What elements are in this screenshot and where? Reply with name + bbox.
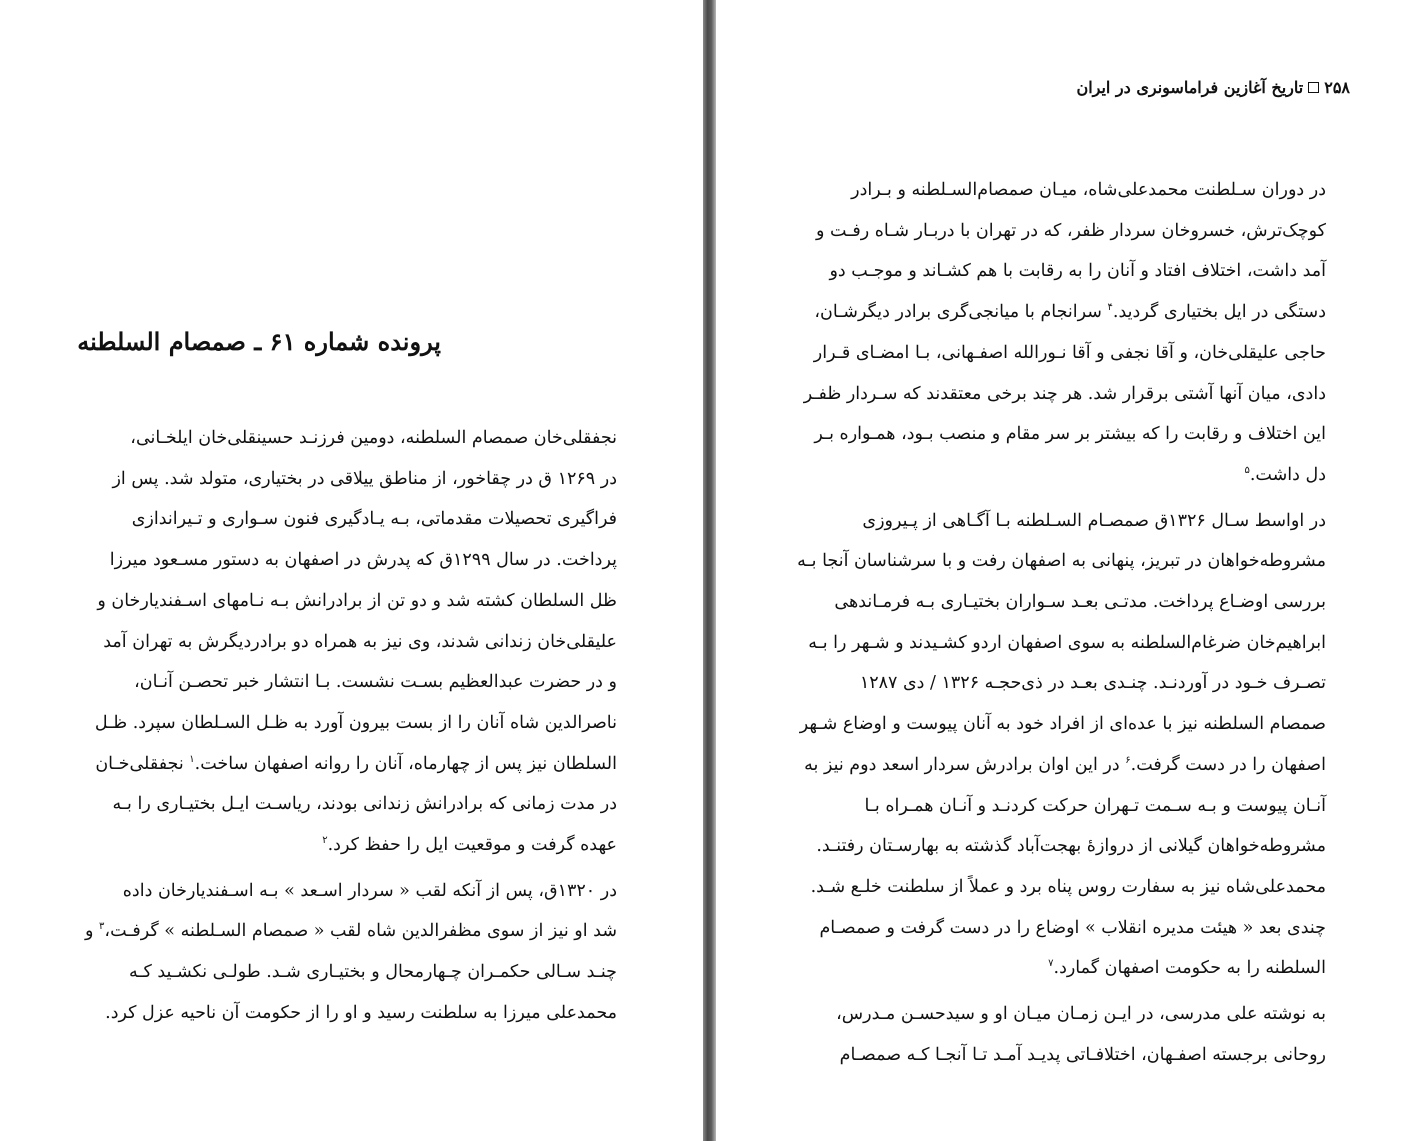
chapter-title: پرونده شماره ۶۱ ـ صمصام السلطنه <box>77 327 441 356</box>
text-line: چنـد سـالی حکمـران چـهارمحال و بختیـاری شـد. طولـی نکشـید کـه <box>128 962 617 983</box>
text-line: تصـرف خـود در آوردنـد. چنـدی بعـد در ذی‌حجـه ۱۳۲۶ / دی ۱۲۸۷ <box>859 673 1326 694</box>
running-header <box>776 74 1350 102</box>
text-segment: سرانجام با میانجی‌گری برادر دیگرشـان، <box>814 302 1102 323</box>
text-line: این اختلاف و رقابت را که بیشتر بر سر مقام و منصب بـود، همـواره بـر <box>814 424 1326 445</box>
paragraph <box>78 871 641 1034</box>
paragraph <box>790 170 1350 496</box>
text-line <box>78 825 641 866</box>
text-line: ناصرالدین شاه آنان را از بست بیرون آورد به ظـل السـلطان سپرد. ظـل <box>94 712 617 733</box>
text-line: علیقلی‌خان زندانی شدند، وی نیز به همراه دو برادردیگرش به تهران آمد <box>103 631 617 652</box>
text-line: در ۱۲۶۹ ق در چقاخور، از مناطق ییلاقی در بختیاری، متولد شد. پس از <box>112 468 617 489</box>
paragraph <box>790 994 1350 1075</box>
text-line <box>790 948 1350 989</box>
text-line: نجفقلی‌خان صمصام السلطنه، دومین فرزنـد حسینقلی‌خان ایلخـانی، <box>130 428 617 448</box>
text-segment: دل داشت. <box>1249 464 1326 485</box>
text-line: در ۱۳۲۰ق، پس از آنکه لقب « سردار اسـعد » بـه اسـفندیارخان داده <box>122 880 617 901</box>
text-line: محمدعلی‌شاه نیز به سفارت روس پناه برد و عملاً از سلطنت خلـع شـد. <box>810 876 1326 897</box>
text-line <box>790 292 1350 333</box>
footnote-marker: ۱ <box>189 753 195 765</box>
text-line: حاجی علیقلی‌خان، و آقا نجفی و آقا نـورالله اصفـهانی، بـا امضـای قـرار <box>813 342 1326 363</box>
text-line: روحانی برجسته اصفـهان، اختلافـاتی پدیـد آمـد تـا آنجـا کـه صمصـام <box>839 1044 1326 1065</box>
text-line: محمدعلی میرزا به سلطنت رسید و او را از حکومت آن ناحیه عزل کرد. <box>105 1002 617 1023</box>
text-segment: دستگی در ایل بختیاری گردید. <box>1112 302 1326 323</box>
text-line: پرداخت. در سال ۱۲۹۹ق که پدرش در اصفهان به دستور مسـعود میرزا <box>109 550 617 571</box>
paragraph <box>790 501 1350 989</box>
left-page <box>0 0 703 1141</box>
footnote-marker: ۲ <box>322 835 328 847</box>
text-line <box>790 455 1350 496</box>
text-segment: شد او نیز از سوی مظفرالدین شاه لقب « صمصام السـلطنه » گرفـت، <box>104 921 617 942</box>
text-line <box>78 744 641 785</box>
text-segment: السلطنه را به حکومت اصفهان گمارد. <box>1053 958 1326 979</box>
text-line: فراگیری تحصیلات مقدماتی، بـه یـادگیری فنون سـواری و تـیراندازی <box>131 509 617 530</box>
text-line: به نوشته علی مدرسی، در ایـن زمـان میـان او و سیدحسـن مـدرس، <box>836 1004 1326 1025</box>
text-line: آنـان پیوست و بـه سـمت تـهران حرکت کردنـد و آنـان همـراه بـا <box>864 795 1326 816</box>
book-spine <box>703 0 716 1141</box>
text-line: ابراهیم‌خان ضرغام‌السلطنه به سوی اصفهان اردو کشـیدند و شـهر را بـه <box>808 632 1326 653</box>
text-line <box>78 911 641 952</box>
text-segment: در این اوان برادرش سردار اسعد دوم نیز به <box>804 754 1120 775</box>
text-segment: نجفقلی‌خـان <box>95 753 184 774</box>
text-segment: و <box>85 921 94 942</box>
text-line: مشروطه‌خواهان در تبریز، پنهانی به اصفهان رفت و با سرشناسان آنجا بـه <box>797 551 1326 572</box>
footnote-marker: ۷ <box>1048 958 1054 970</box>
text-line: مشروطه‌خواهان گیلانی از دروازهٔ بهجت‌آباد گذشته به بهارسـتان رفتنـد. <box>816 836 1326 857</box>
text-line: آمد داشت، اختلاف افتاد و آنان را به رقابت با هم کشـاند و موجـب دو <box>829 261 1326 282</box>
square-ornament-icon <box>1308 82 1319 93</box>
page-number: ۲۵۸ <box>1324 78 1350 97</box>
text-line: در اواسط سـال ۱۳۲۶ق صمصـام السـلطنه بـا آگـاهی از پـیروزی <box>862 510 1326 531</box>
footnote-marker: ۴ <box>1107 302 1113 314</box>
text-line: صمصام السلطنه نیز با عده‌ای از افراد خود به آنان پیوست و اوضاع شـهر <box>799 714 1326 735</box>
paragraph <box>78 418 641 866</box>
text-line <box>790 745 1350 786</box>
right-page-body <box>790 170 1350 1080</box>
text-line: ظل السلطان کشته شد و دو تن از برادرانش بـه نـامهای اسـفندیارخان و <box>97 590 617 611</box>
footnote-marker: ۳ <box>99 921 105 933</box>
text-line: چندی بعد « هیئت مدیره انقلاب » اوضاع را در دست گرفت و صمصـام <box>819 917 1326 938</box>
text-line: دادی، میان آنها آشتی برقرار شد. هر چند برخی معتقدند که سـردار ظفـر <box>803 383 1326 404</box>
text-segment: عهده گرفت و موقعیت ایل را حفظ کرد. <box>327 835 617 856</box>
running-title: تاریخ آغازین فراماسونری در ایران <box>1076 78 1304 97</box>
text-line: در دوران سـلطنت محمدعلی‌شاه، میـان صمصام‌السـلطنه و بـرادر <box>851 180 1326 200</box>
text-line: کوچک‌ترش، خسروخان سردار ظفر، که در تهران با دربـار شـاه رفـت و <box>816 220 1326 241</box>
text-segment: السلطان نیز پس از چهارماه، آنان را روانه اصفهان ساخت. <box>194 753 617 774</box>
text-line: در مدت زمانی که برادرانش زندانی بودند، ریاسـت ایـل بختیـاری را بـه <box>112 794 617 815</box>
footnote-marker: ۶ <box>1125 754 1131 766</box>
footnote-marker: ۵ <box>1244 464 1250 476</box>
text-segment: اصفهان را در دست گرفت. <box>1130 754 1326 775</box>
text-line: بررسی اوضـاع پرداخت. مدتـی بعـد سـواران بختیـاری بـه فرمـاندهی <box>834 592 1326 613</box>
left-page-body <box>78 418 641 1039</box>
text-line: و در حضرت عبدالعظیم بسـت نشست. بـا انتشار خبر تحصـن آنـان، <box>134 672 617 693</box>
